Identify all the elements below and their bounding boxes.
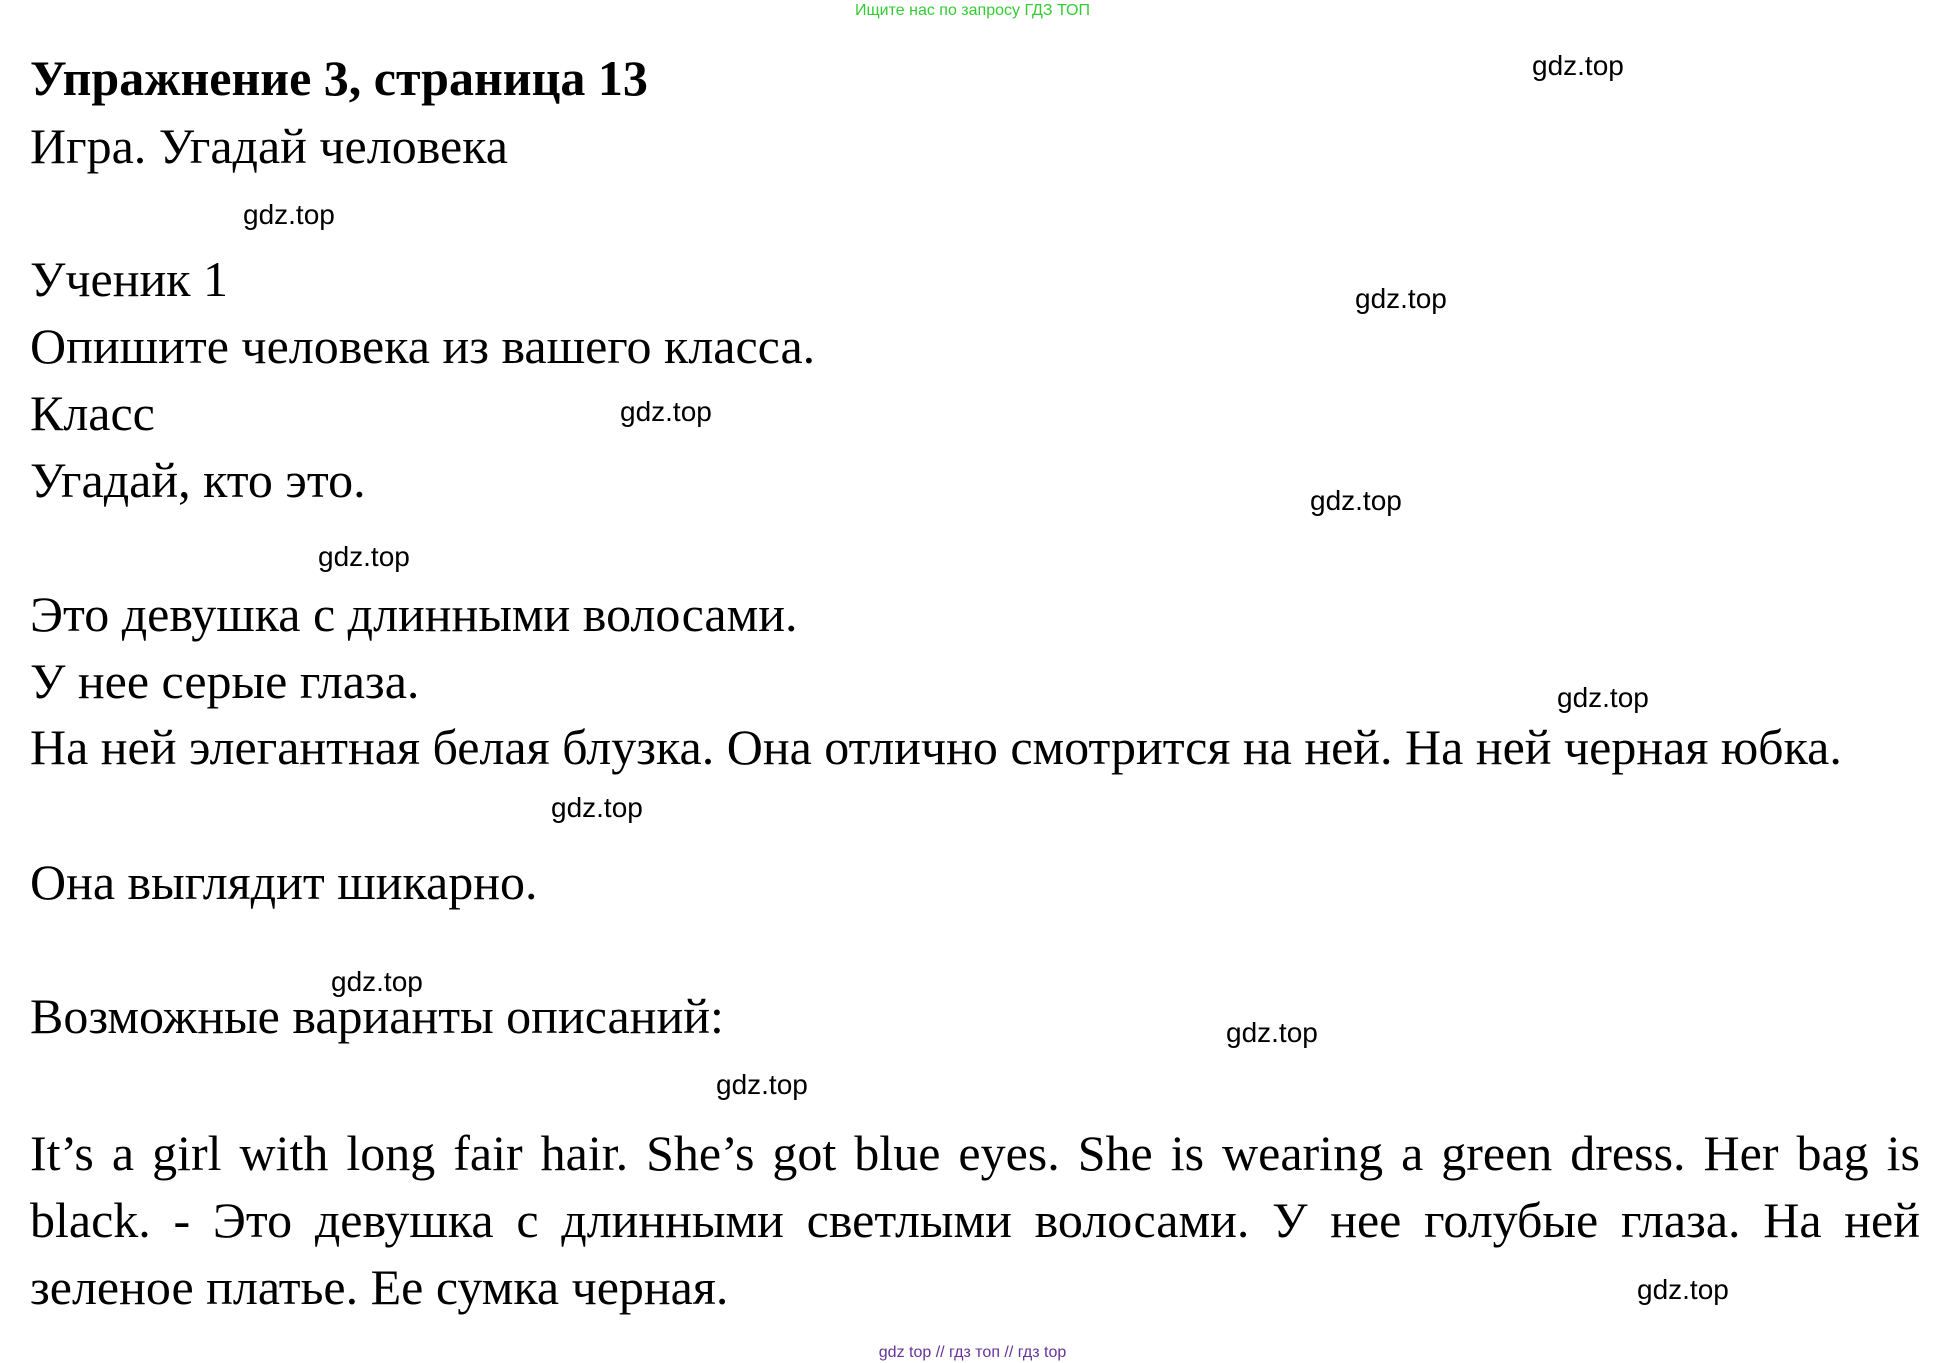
variant-paragraph: It’s a girl with long fair hair. She’s got blue eyes. She is wearing a green dress. Her bag is black. - Это девушка с длинными светлыми волосами. У нее голубые глаза. На ней зеленое платье. Ее сумка черная. bbox=[30, 1125, 1920, 1315]
watermark: gdz.top bbox=[551, 792, 643, 823]
watermark: gdz.top bbox=[1557, 682, 1649, 713]
guess-line: Угадай, кто это. bbox=[30, 452, 366, 508]
student-line: Ученик 1 bbox=[30, 251, 229, 307]
subtitle-line: Игра. Угадай человека bbox=[30, 118, 508, 174]
watermark: gdz.top bbox=[1355, 283, 1447, 314]
watermark: gdz.top bbox=[1226, 1017, 1318, 1048]
watermark: gdz.top bbox=[1310, 485, 1402, 516]
page-title: Упражнение 3, страница 13 bbox=[30, 50, 648, 106]
answer-line-2: У нее серые глаза. bbox=[30, 653, 420, 709]
bottom-banner-text: gdz top // гдз топ // гдз top bbox=[878, 1344, 1067, 1361]
watermark: gdz.top bbox=[1532, 50, 1624, 81]
watermark: gdz.top bbox=[318, 541, 410, 572]
answer-paragraph-3: На ней элегантная белая блузка. Она отлично смотрится на ней. На ней черная юбка. bbox=[30, 719, 1842, 775]
watermark: gdz.top bbox=[620, 396, 712, 427]
describe-line: Опишите человека из вашего класса. bbox=[30, 318, 816, 374]
answer-line-1: Это девушка с длинными волосами. bbox=[30, 586, 798, 642]
top-banner-text: Ищите нас по запросу ГДЗ ТОП bbox=[855, 2, 1090, 19]
class-line: Класс bbox=[30, 385, 155, 441]
variants-heading: Возможные варианты описаний: bbox=[30, 988, 724, 1044]
watermark: gdz.top bbox=[716, 1069, 808, 1100]
watermark: gdz.top bbox=[243, 199, 335, 230]
watermark: gdz.top bbox=[1637, 1274, 1729, 1305]
answer-line-4: Она выглядит шикарно. bbox=[30, 854, 538, 910]
watermark: gdz.top bbox=[331, 966, 423, 997]
